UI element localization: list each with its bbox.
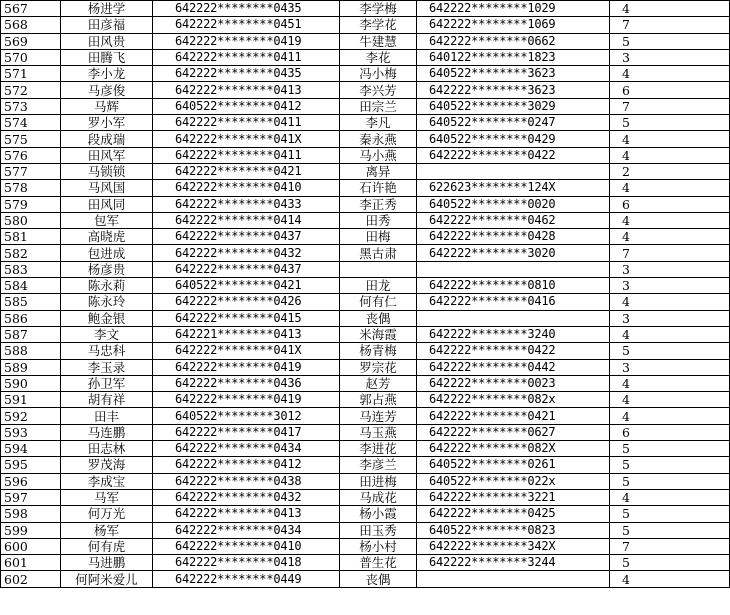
table-row [1, 408, 730, 424]
table-row [1, 33, 730, 49]
id-number-cell: 640522********3012 [153, 408, 340, 424]
spouse-id-number-cell: 642222********3020 [417, 245, 610, 261]
table-row [1, 343, 730, 359]
spouse-id-number-cell: 640522********0823 [417, 522, 610, 538]
id-number-cell: 642222********0419 [153, 33, 340, 49]
spouse-id-number-cell: 640522********3029 [417, 98, 610, 114]
id-number-cell: 642222********0413 [153, 506, 340, 522]
table-row [1, 66, 730, 82]
id-number-cell: 642222********0411 [153, 115, 340, 131]
table-row [1, 1, 730, 17]
name-cell: 何阿米爱儿 [61, 571, 153, 587]
name-cell: 田志林 [61, 441, 153, 457]
spouse-id-number-cell: 640522********0020 [417, 196, 610, 212]
name-cell: 何有虎 [61, 538, 153, 554]
spouse-name-cell: 丧偶 [340, 571, 417, 587]
id-number-cell: 642222********0421 [153, 163, 340, 179]
id-number-cell: 642222********041X [153, 343, 340, 359]
table-row [1, 359, 730, 375]
row-number-cell: 595 [1, 457, 61, 473]
spouse-name-cell: 李正秀 [340, 196, 417, 212]
household-count-cell: 4 [610, 212, 730, 228]
spouse-id-number-cell [417, 163, 610, 179]
name-cell: 马连鹏 [61, 424, 153, 440]
spouse-id-number-cell: 642222********3240 [417, 326, 610, 342]
table-row [1, 212, 730, 228]
spouse-name-cell: 田龙 [340, 278, 417, 294]
household-count-cell: 5 [610, 115, 730, 131]
spouse-name-cell: 李学梅 [340, 1, 417, 17]
household-count-cell: 4 [610, 571, 730, 587]
household-count-cell: 5 [610, 343, 730, 359]
row-number-cell: 588 [1, 343, 61, 359]
row-number-cell: 602 [1, 571, 61, 587]
table-row [1, 522, 730, 538]
household-count-cell: 5 [610, 457, 730, 473]
id-number-cell: 642222********041X [153, 131, 340, 147]
name-cell: 陈永玲 [61, 294, 153, 310]
spouse-id-number-cell: 642222********0810 [417, 278, 610, 294]
row-number-cell: 576 [1, 147, 61, 163]
row-number-cell: 592 [1, 408, 61, 424]
spouse-name-cell: 马玉燕 [340, 424, 417, 440]
id-number-cell: 642222********0419 [153, 392, 340, 408]
spouse-id-number-cell: 640522********022x [417, 473, 610, 489]
row-number-cell: 567 [1, 1, 61, 17]
table-row [1, 538, 730, 554]
table-row [1, 441, 730, 457]
household-count-cell: 4 [610, 408, 730, 424]
spouse-name-cell: 马成花 [340, 489, 417, 505]
id-number-cell: 642222********0436 [153, 375, 340, 391]
name-cell: 段成瑞 [61, 131, 153, 147]
household-count-cell: 4 [610, 131, 730, 147]
spouse-id-number-cell: 642222********0662 [417, 33, 610, 49]
table-row [1, 473, 730, 489]
name-cell: 马忠科 [61, 343, 153, 359]
row-number-cell: 589 [1, 359, 61, 375]
spouse-name-cell: 赵芳 [340, 375, 417, 391]
spouse-name-cell: 石许艳 [340, 180, 417, 196]
household-count-cell: 5 [610, 33, 730, 49]
spouse-id-number-cell: 640522********0247 [417, 115, 610, 131]
row-number-cell: 582 [1, 245, 61, 261]
name-cell: 胡有祥 [61, 392, 153, 408]
id-number-cell: 642222********0437 [153, 261, 340, 277]
household-count-cell: 5 [610, 506, 730, 522]
spouse-id-number-cell: 642222********082x [417, 392, 610, 408]
spouse-id-number-cell: 642222********0422 [417, 343, 610, 359]
spouse-name-cell: 田进梅 [340, 473, 417, 489]
row-number-cell: 600 [1, 538, 61, 554]
table-row [1, 506, 730, 522]
name-cell: 马军 [61, 489, 153, 505]
row-number-cell: 573 [1, 98, 61, 114]
spouse-name-cell: 米海霞 [340, 326, 417, 342]
spouse-name-cell: 马小燕 [340, 147, 417, 163]
row-number-cell: 583 [1, 261, 61, 277]
table-row [1, 229, 730, 245]
row-number-cell: 587 [1, 326, 61, 342]
spouse-name-cell: 田玉秀 [340, 522, 417, 538]
spouse-name-cell: 罗宗花 [340, 359, 417, 375]
table-row [1, 571, 730, 587]
table-row [1, 147, 730, 163]
id-number-cell: 640522********0421 [153, 278, 340, 294]
id-number-cell: 642222********0410 [153, 538, 340, 554]
spouse-id-number-cell: 640522********0429 [417, 131, 610, 147]
name-cell: 何万光 [61, 506, 153, 522]
spouse-name-cell: 李花 [340, 49, 417, 65]
spouse-id-number-cell: 642222********0442 [417, 359, 610, 375]
household-count-cell: 4 [610, 489, 730, 505]
spouse-name-cell: 黑古肃 [340, 245, 417, 261]
row-number-cell: 596 [1, 473, 61, 489]
spouse-name-cell: 郭占燕 [340, 392, 417, 408]
household-count-cell: 4 [610, 326, 730, 342]
name-cell: 包进成 [61, 245, 153, 261]
id-number-cell: 642221********0413 [153, 326, 340, 342]
spouse-id-number-cell [417, 310, 610, 326]
id-number-cell: 642222********0432 [153, 489, 340, 505]
name-cell: 杨军 [61, 522, 153, 538]
name-cell: 高晓虎 [61, 229, 153, 245]
table-body [1, 1, 730, 588]
row-number-cell: 585 [1, 294, 61, 310]
spouse-name-cell: 杨青梅 [340, 343, 417, 359]
row-number-cell: 598 [1, 506, 61, 522]
household-count-cell: 3 [610, 278, 730, 294]
household-count-cell: 3 [610, 359, 730, 375]
table-row [1, 245, 730, 261]
spouse-id-number-cell: 642222********0425 [417, 506, 610, 522]
spouse-id-number-cell: 642222********1029 [417, 1, 610, 17]
id-number-cell: 642222********0411 [153, 147, 340, 163]
id-number-cell: 642222********0411 [153, 49, 340, 65]
row-number-cell: 580 [1, 212, 61, 228]
row-number-cell: 601 [1, 555, 61, 571]
row-number-cell: 571 [1, 66, 61, 82]
row-number-cell: 570 [1, 49, 61, 65]
spouse-id-number-cell: 640522********3623 [417, 66, 610, 82]
household-count-cell: 7 [610, 245, 730, 261]
id-number-cell: 642222********0434 [153, 441, 340, 457]
id-number-cell: 642222********0432 [153, 245, 340, 261]
table-row [1, 131, 730, 147]
household-count-cell: 4 [610, 392, 730, 408]
household-count-cell: 2 [610, 163, 730, 179]
household-count-cell: 6 [610, 82, 730, 98]
household-count-cell: 7 [610, 98, 730, 114]
spouse-name-cell: 冯小梅 [340, 66, 417, 82]
spouse-id-number-cell: 642222********0416 [417, 294, 610, 310]
spouse-name-cell: 李彦兰 [340, 457, 417, 473]
table-row [1, 326, 730, 342]
household-count-cell: 6 [610, 196, 730, 212]
spouse-name-cell: 杨小霞 [340, 506, 417, 522]
row-number-cell: 577 [1, 163, 61, 179]
household-count-cell: 5 [610, 473, 730, 489]
spouse-id-number-cell: 642222********0462 [417, 212, 610, 228]
name-cell: 马进鹏 [61, 555, 153, 571]
table-row [1, 310, 730, 326]
spouse-id-number-cell: 642222********0023 [417, 375, 610, 391]
name-cell: 杨彦贵 [61, 261, 153, 277]
household-count-cell: 5 [610, 522, 730, 538]
spouse-id-number-cell: 642222********3623 [417, 82, 610, 98]
name-cell: 罗小军 [61, 115, 153, 131]
name-cell: 田风军 [61, 147, 153, 163]
name-cell: 马锁锁 [61, 163, 153, 179]
name-cell: 杨进学 [61, 1, 153, 17]
household-count-cell: 4 [610, 294, 730, 310]
spouse-name-cell: 杨小村 [340, 538, 417, 554]
spouse-name-cell: 田宗兰 [340, 98, 417, 114]
spouse-name-cell: 离异 [340, 163, 417, 179]
household-count-cell: 4 [610, 180, 730, 196]
id-number-cell: 642222********0435 [153, 66, 340, 82]
row-number-cell: 579 [1, 196, 61, 212]
id-number-cell: 642222********0414 [153, 212, 340, 228]
name-cell: 田风贵 [61, 33, 153, 49]
table-row [1, 180, 730, 196]
spouse-name-cell: 普生花 [340, 555, 417, 571]
household-count-cell: 3 [610, 261, 730, 277]
household-count-cell: 7 [610, 17, 730, 33]
row-number-cell: 590 [1, 375, 61, 391]
table-row [1, 163, 730, 179]
name-cell: 包军 [61, 212, 153, 228]
id-number-cell: 642222********0413 [153, 82, 340, 98]
id-number-cell: 642222********0435 [153, 1, 340, 17]
spouse-name-cell: 丧偶 [340, 310, 417, 326]
spouse-id-number-cell: 642222********082X [417, 441, 610, 457]
row-number-cell: 581 [1, 229, 61, 245]
spouse-id-number-cell: 642222********0421 [417, 408, 610, 424]
spouse-name-cell: 何有仁 [340, 294, 417, 310]
spouse-id-number-cell: 642222********3244 [417, 555, 610, 571]
spouse-name-cell: 李兴芳 [340, 82, 417, 98]
name-cell: 鲍金银 [61, 310, 153, 326]
name-cell: 田彦福 [61, 17, 153, 33]
id-number-cell: 642222********0419 [153, 359, 340, 375]
row-number-cell: 591 [1, 392, 61, 408]
table-row [1, 261, 730, 277]
household-count-cell: 6 [610, 424, 730, 440]
spouse-id-number-cell: 642222********342X [417, 538, 610, 554]
id-number-cell: 642222********0417 [153, 424, 340, 440]
table-row [1, 375, 730, 391]
spouse-name-cell: 李凡 [340, 115, 417, 131]
table-row [1, 392, 730, 408]
name-cell: 李文 [61, 326, 153, 342]
id-number-cell: 642222********0451 [153, 17, 340, 33]
id-number-cell: 642222********0437 [153, 229, 340, 245]
household-count-cell: 4 [610, 375, 730, 391]
household-count-cell: 5 [610, 441, 730, 457]
name-cell: 李小龙 [61, 66, 153, 82]
spouse-id-number-cell: 642222********1069 [417, 17, 610, 33]
spouse-id-number-cell [417, 261, 610, 277]
id-number-cell: 642222********0449 [153, 571, 340, 587]
row-number-cell: 584 [1, 278, 61, 294]
id-number-cell: 642222********0433 [153, 196, 340, 212]
spouse-id-number-cell: 640522********0261 [417, 457, 610, 473]
spouse-name-cell: 秦永燕 [340, 131, 417, 147]
spouse-id-number-cell: 640122********1823 [417, 49, 610, 65]
spouse-id-number-cell: 642222********3221 [417, 489, 610, 505]
spouse-id-number-cell [417, 571, 610, 587]
spouse-name-cell: 李进花 [340, 441, 417, 457]
name-cell: 李成宝 [61, 473, 153, 489]
id-number-cell: 642222********0412 [153, 457, 340, 473]
id-number-cell: 642222********0415 [153, 310, 340, 326]
spouse-id-number-cell: 622623********124X [417, 180, 610, 196]
row-number-cell: 594 [1, 441, 61, 457]
spouse-id-number-cell: 642222********0422 [417, 147, 610, 163]
table-row [1, 17, 730, 33]
row-number-cell: 593 [1, 424, 61, 440]
id-number-cell: 642222********0418 [153, 555, 340, 571]
household-count-cell: 4 [610, 147, 730, 163]
row-number-cell: 572 [1, 82, 61, 98]
table-row [1, 424, 730, 440]
name-cell: 孙卫军 [61, 375, 153, 391]
table-row [1, 294, 730, 310]
spouse-name-cell: 田秀 [340, 212, 417, 228]
table-row [1, 98, 730, 114]
household-count-cell: 4 [610, 66, 730, 82]
id-number-cell: 640522********0412 [153, 98, 340, 114]
household-count-cell: 3 [610, 310, 730, 326]
row-number-cell: 586 [1, 310, 61, 326]
table-row [1, 457, 730, 473]
id-number-cell: 642222********0434 [153, 522, 340, 538]
household-count-cell: 4 [610, 229, 730, 245]
table-row [1, 489, 730, 505]
name-cell: 马辉 [61, 98, 153, 114]
name-cell: 田腾飞 [61, 49, 153, 65]
table-row [1, 49, 730, 65]
id-number-cell: 642222********0410 [153, 180, 340, 196]
name-cell: 马彦俊 [61, 82, 153, 98]
row-number-cell: 569 [1, 33, 61, 49]
table-row [1, 555, 730, 571]
household-count-cell: 7 [610, 538, 730, 554]
household-count-cell: 5 [610, 555, 730, 571]
id-number-cell: 642222********0426 [153, 294, 340, 310]
row-number-cell: 599 [1, 522, 61, 538]
spouse-name-cell: 牛建慧 [340, 33, 417, 49]
row-number-cell: 568 [1, 17, 61, 33]
spouse-name-cell: 李学花 [340, 17, 417, 33]
household-count-cell: 3 [610, 49, 730, 65]
row-number-cell: 574 [1, 115, 61, 131]
table-row [1, 115, 730, 131]
row-number-cell: 578 [1, 180, 61, 196]
spouse-id-number-cell: 642222********0627 [417, 424, 610, 440]
spouse-name-cell [340, 261, 417, 277]
table-row [1, 196, 730, 212]
name-cell: 罗茂海 [61, 457, 153, 473]
row-number-cell: 575 [1, 131, 61, 147]
table-row [1, 278, 730, 294]
name-cell: 田风同 [61, 196, 153, 212]
spouse-name-cell: 田梅 [340, 229, 417, 245]
row-number-cell: 597 [1, 489, 61, 505]
name-cell: 马风国 [61, 180, 153, 196]
name-cell: 陈永莉 [61, 278, 153, 294]
spouse-name-cell: 马连芳 [340, 408, 417, 424]
table-row [1, 82, 730, 98]
household-count-cell: 4 [610, 1, 730, 17]
spouse-id-number-cell: 642222********0428 [417, 229, 610, 245]
name-cell: 田丰 [61, 408, 153, 424]
name-cell: 李玉录 [61, 359, 153, 375]
id-number-cell: 642222********0438 [153, 473, 340, 489]
